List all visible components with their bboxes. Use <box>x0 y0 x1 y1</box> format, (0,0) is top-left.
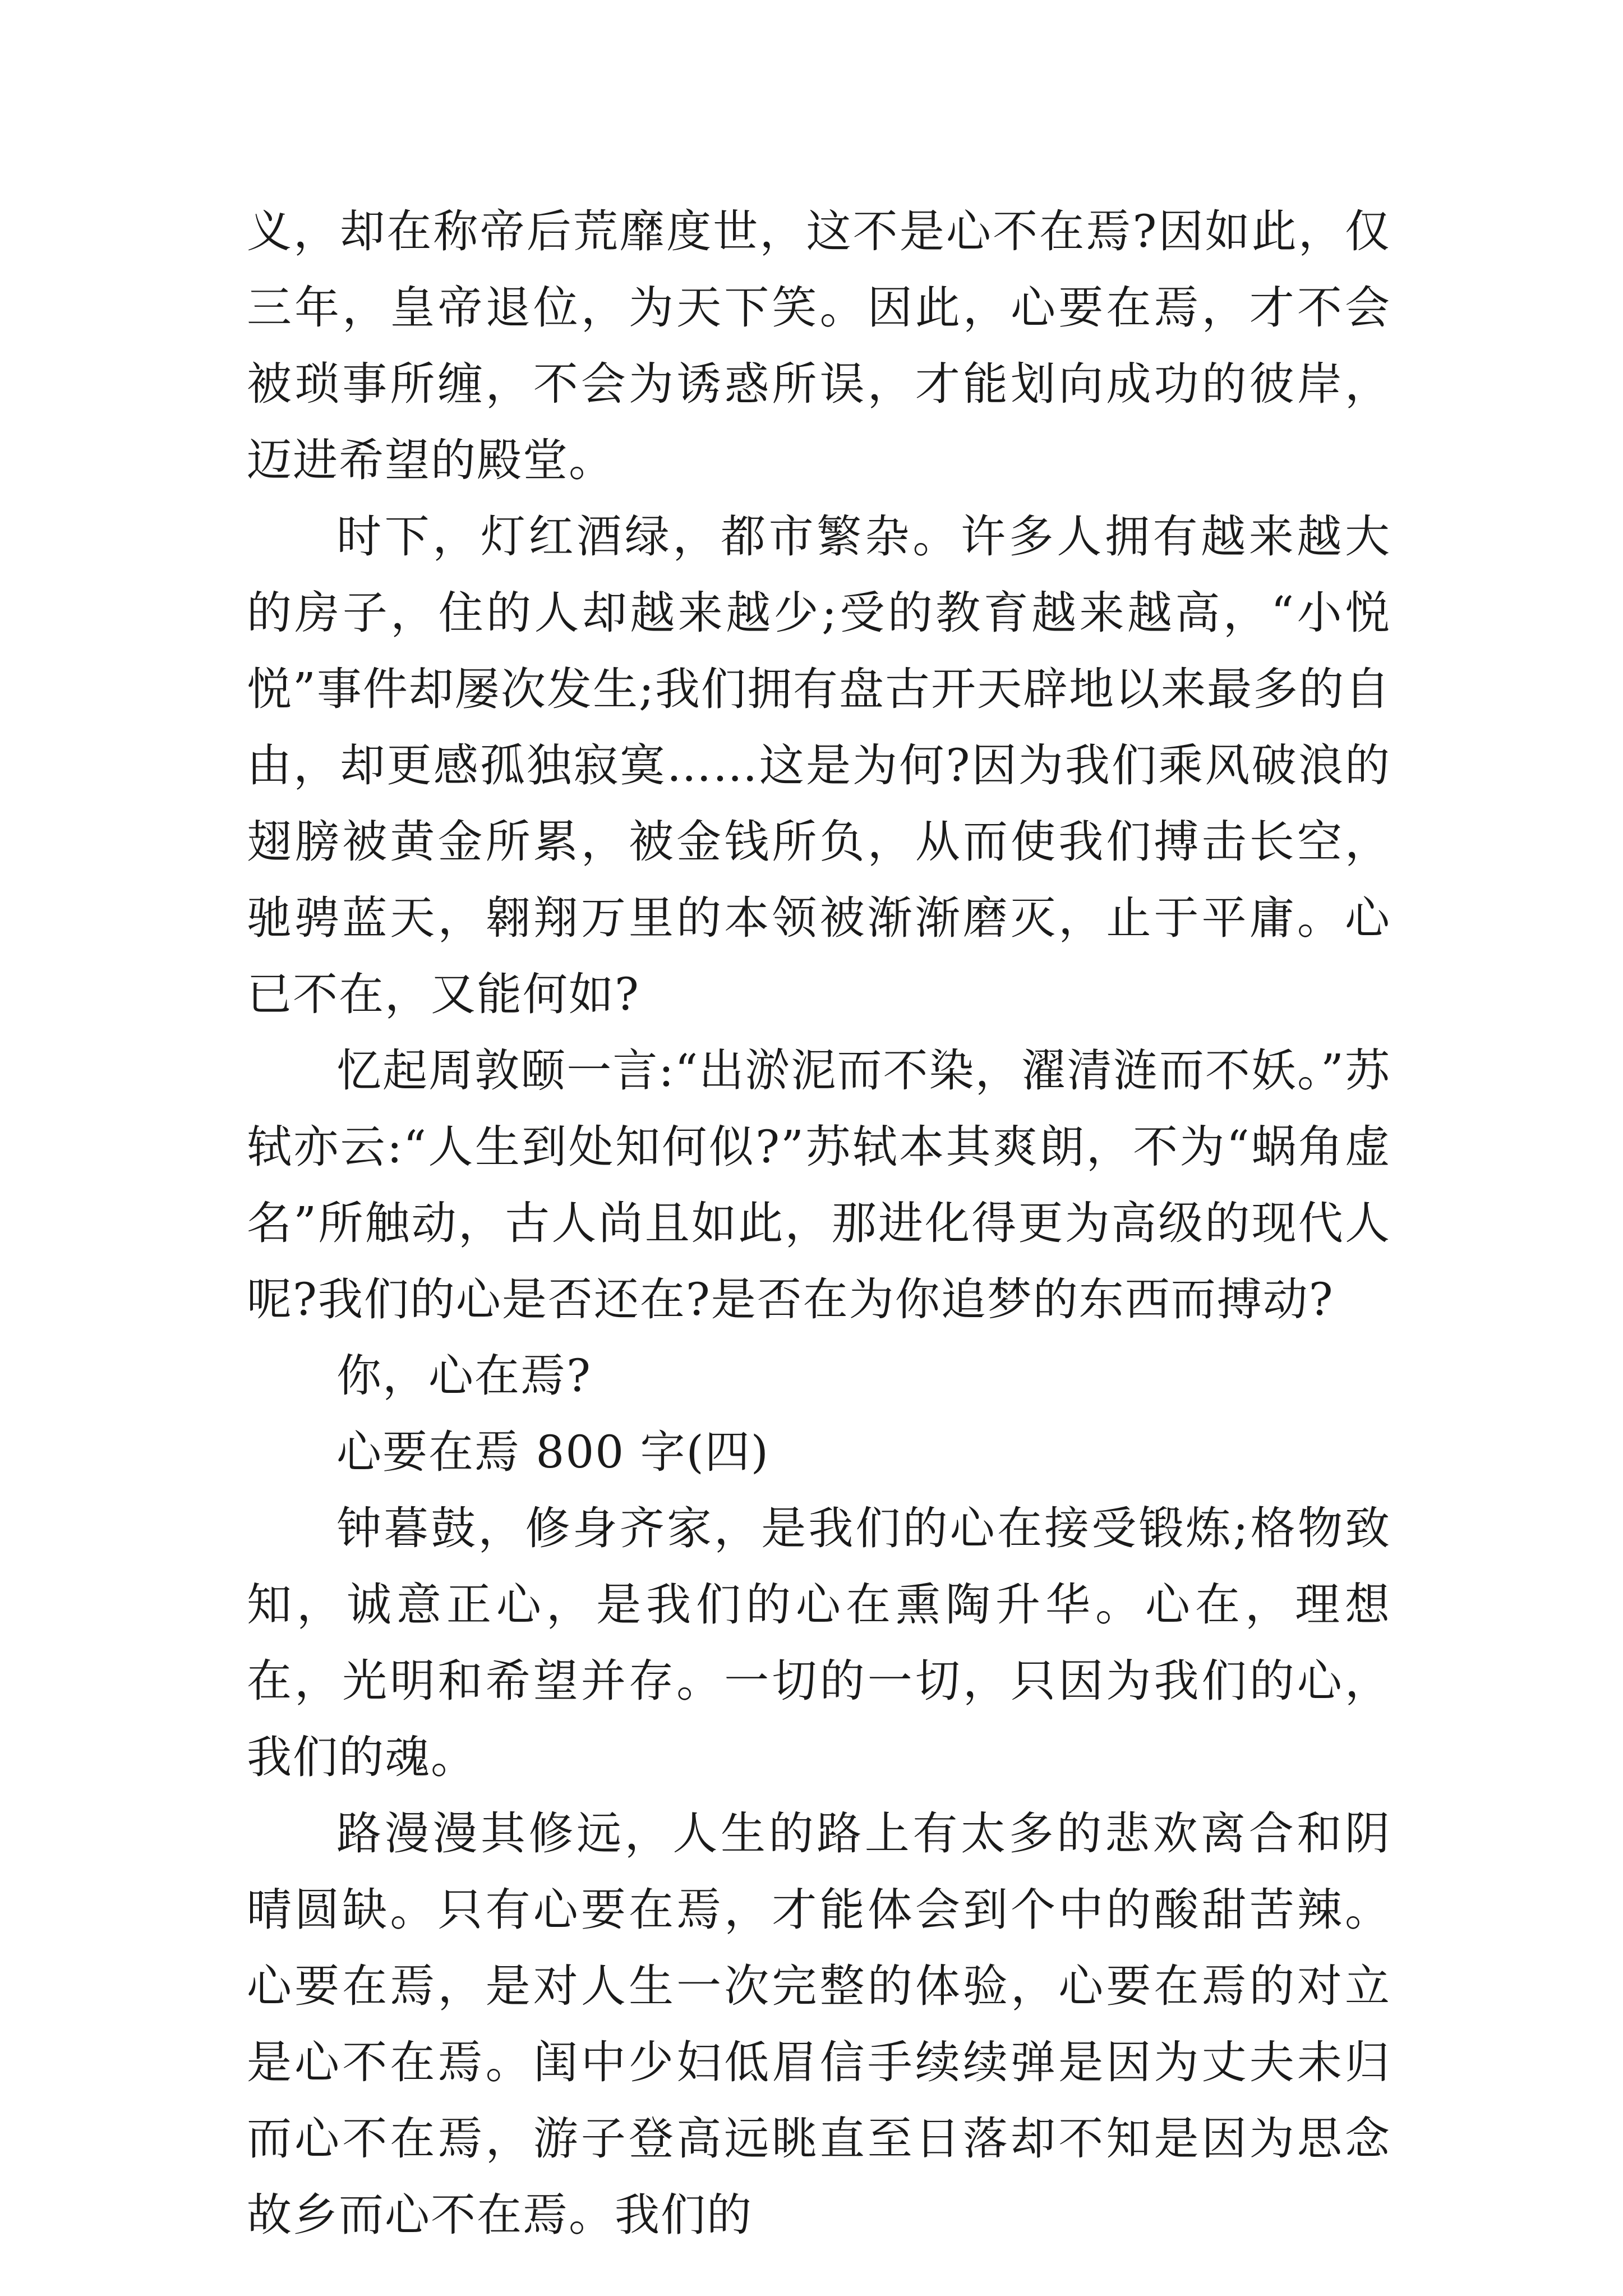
document-body <box>247 194 1391 2253</box>
paragraph-cultivation: 钟暮鼓，修身齐家，是我们的心在接受锻炼;格物致知，诚意正心，是我们的心在熏陶升华。心在，理想在，光明和希望并存。一切的一切，只因为我们的心，我们的魂。 <box>247 1502 1391 1783</box>
paragraph-question: 你，心在焉? <box>336 1350 592 1402</box>
paragraph-quotes: 忆起周敦颐一言:“出淤泥而不染，濯清涟而不妖。”苏轼亦云:“人生到处知何似?”苏轼本其爽朗，不为“蜗角虚名”所触动，古人尚且如此，那进化得更为高级的现代人呢?我们的心是否还在?是否在为你追梦的东西而搏动? <box>247 1045 1391 1326</box>
paragraph-life-road: 路漫漫其修远，人生的路上有太多的悲欢离合和阴晴圆缺。只有心要在焉，才能体会到个中的酸甜苦辣。心要在焉，是对人生一次完整的体验，心要在焉的对立是心不在焉。闺中少妇低眉信手续续弹是因为丈夫未归而心不在焉，游子登高远眺直至日落却不知是因为思念故乡而心不在焉。我们的 <box>247 1807 1391 2241</box>
section-heading: 心要在焉 800 字(四) <box>336 1426 769 1478</box>
paragraph-modern-life: 时下，灯红酒绿，都市繁杂。许多人拥有越来越大的房子，住的人却越来越少;受的教育越来越高，“小悦悦”事件却屡次发生;我们拥有盘古开天辟地以来最多的自由，却更感孤独寂寞……这是为何?因为我们乘风破浪的翅膀被黄金所累，被金钱所负，从而使我们搏击长空，驰骋蓝天，翱翔万里的本领被渐渐磨灭，止于平庸。心已不在，又能何如? <box>247 510 1391 1020</box>
paragraph-continuation: 义，却在称帝后荒靡度世，这不是心不在焉?因如此，仅三年，皇帝退位，为天下笑。因此，心要在焉，才不会被琐事所缠，不会为诱惑所误，才能划向成功的彼岸，迈进希望的殿堂。 <box>247 205 1391 486</box>
